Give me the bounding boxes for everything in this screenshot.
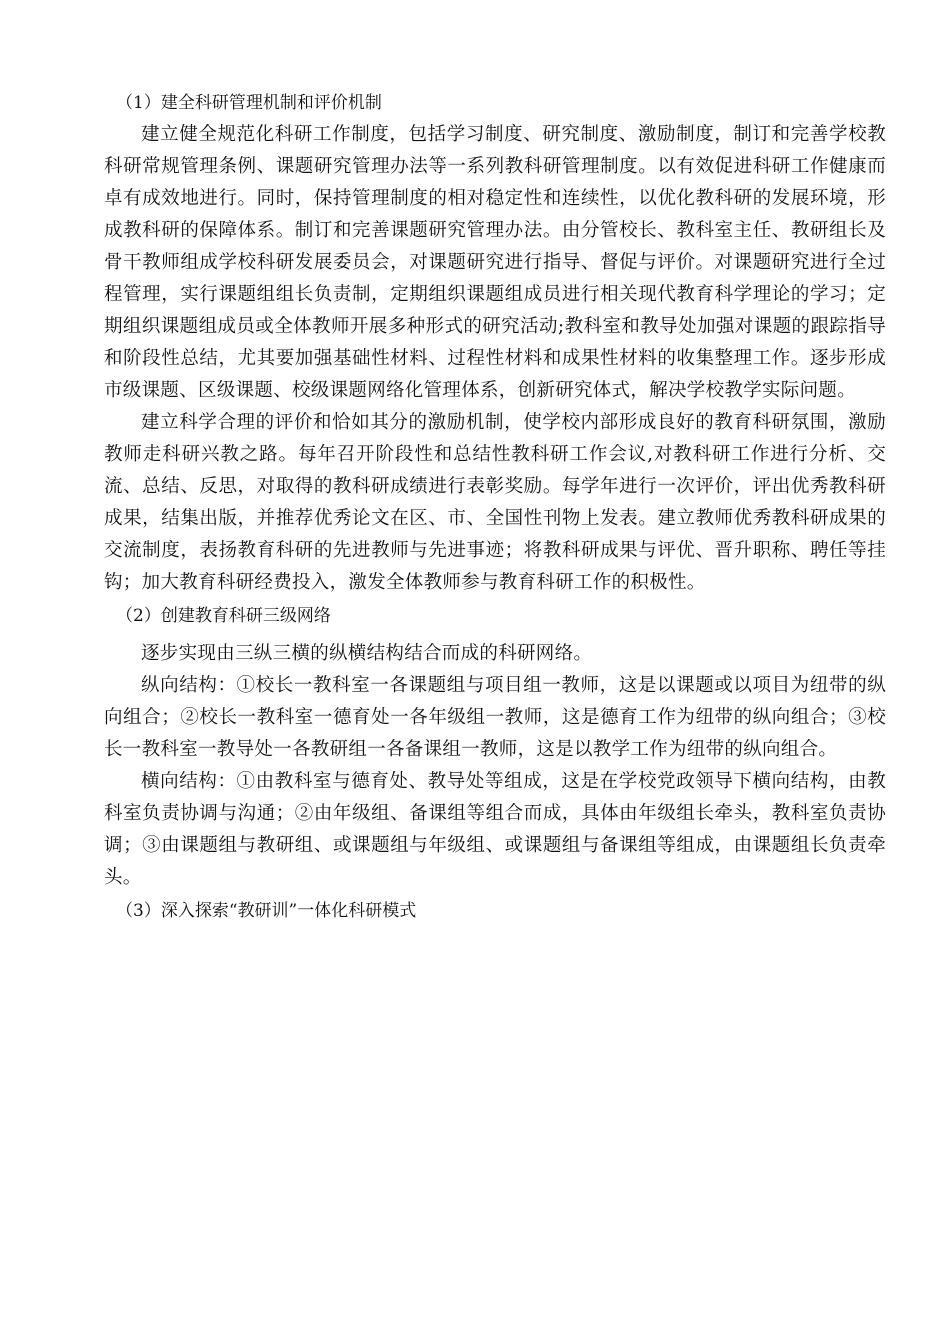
section-2-paragraph-3: 横向结构：①由教科室与德育处、教导处等组成，这是在学校党政领导下横向结构，由教科室负责协调与沟通；②由年级组、备课组等组合而成，具体由年级组长牵头，教科室负责协调；③由课题组与教研组、或课题组与年级组、或课题组与备课组等组成，由课题组长负责牵头。 [104, 771, 886, 888]
section-heading-2: （2）创建教育科研三级网络 [116, 606, 331, 626]
section-heading-1: （1）建全科研管理机制和评价机制 [116, 93, 382, 113]
section-1-paragraph-1: 建立健全规范化科研工作制度，包括学习制度、研究制度、激励制度，制订和完善学校教科研常规管理条例、课题研究管理办法等一系列教科研管理制度。以有效促进科研工作健康而卓有成效地进行。同时，保持管理制度的相对稳定性和连续性，以优化教科研的发展环境，形成教科研的保障体系。制订和完善课题研究管理办法。由分管校长、教科室主任、教研组长及骨干教师组成学校科研发展委员会，对课题研究进行指导、督促与评价。对课题研究进行全过程管理，实行课题组组长负责制，定期组织课题组成员进行相关现代教育科学理论的学习；定期组织课题组成员或全体教师开展多种形式的研究活动;教科室和教导处加强对课题的跟踪指导和阶段性总结，尤其要加强基础性材料、过程性材料和成果性材料的收集整理工作。逐步形成市级课题、区级课题、校级课题网络化管理体系，创新研究体式，解决学校教学实际问题。 [104, 124, 886, 401]
section-heading-3: （3）深入探索“教研训”一体化科研模式 [116, 901, 417, 921]
section-2-paragraph-1: 逐步实现由三纵三横的纵横结构结合而成的科研网络。 [141, 643, 593, 664]
section-2-paragraph-2: 纵向结构：①校长一教科室一各课题组与项目组一教师，这是以课题或以项目为纽带的纵向组合；②校长一教科室一德育处一各年级组一教师，这是德育工作为纽带的纵向组合；③校长一教科室一教导处一各教研组一各备课组一教师，这是以教学工作为纽带的纵向组合。 [104, 675, 886, 760]
document-page [104, 88, 886, 927]
section-1-paragraph-2: 建立科学合理的评价和恰如其分的激励机制，使学校内部形成良好的教育科研氛围，激励教师走科研兴教之路。每年召开阶段性和总结性教科研工作会议,对教科研工作进行分析、交流、总结、反思，对取得的教科研成绩进行表彰奖励。每学年进行一次评价，评出优秀教科研成果，结集出版，并推荐优秀论文在区、市、全国性刊物上发表。建立教师优秀教科研成果的交流制度，表扬教育科研的先进教师与先进事迹；将教科研成果与评优、晋升职称、聘任等挂钩；加大教育科研经费投入，激发全体教师参与教育科研工作的积极性。 [104, 412, 886, 593]
